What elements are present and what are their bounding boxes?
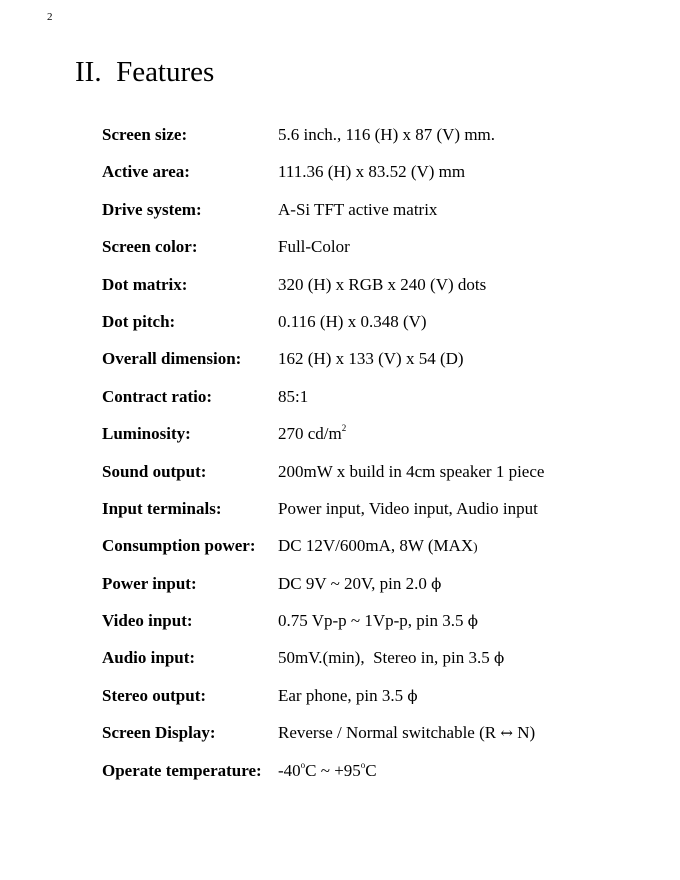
feature-spec-list bbox=[102, 122, 662, 795]
spec-value bbox=[278, 645, 504, 671]
spec-value: 0.116 (H) x 0.348 (V) bbox=[278, 311, 427, 331]
spec-label: Contract ratio: bbox=[102, 386, 212, 406]
spec-value-text: DC 12V/600mA, 8W (MAX bbox=[278, 536, 474, 556]
spec-row-screen-color bbox=[102, 234, 662, 271]
spec-row-sound-output bbox=[102, 459, 662, 496]
spec-row-contrast-ratio bbox=[102, 384, 662, 421]
spec-row-input-terminals bbox=[102, 496, 662, 533]
spec-value: 85:1 bbox=[278, 386, 309, 406]
spec-value-tail: N) bbox=[512, 723, 536, 743]
spec-value: 200mW x build in 4cm speaker 1 piece bbox=[278, 461, 545, 481]
spec-value-text: C bbox=[365, 760, 377, 780]
spec-row-operate-temperature bbox=[102, 758, 662, 795]
spec-label: Dot pitch: bbox=[102, 311, 176, 331]
spec-value bbox=[278, 571, 441, 597]
spec-label: Overall dimension: bbox=[102, 349, 242, 369]
spec-value bbox=[278, 421, 346, 447]
spec-label: Active area: bbox=[102, 162, 190, 182]
phi-symbol: ϕ bbox=[431, 574, 442, 593]
spec-row-screen-display bbox=[102, 720, 662, 757]
spec-label: Drive system: bbox=[102, 199, 202, 219]
page-number: 2 bbox=[47, 11, 53, 23]
spec-label: Power input: bbox=[102, 573, 197, 593]
spec-label: Screen Display: bbox=[102, 723, 216, 743]
spec-row-audio-input bbox=[102, 645, 662, 682]
spec-label: Audio input: bbox=[102, 648, 196, 668]
spec-row-drive-system bbox=[102, 197, 662, 234]
spec-value: A-Si TFT active matrix bbox=[278, 199, 438, 219]
degree-superscript: o bbox=[360, 759, 366, 770]
superscript: 2 bbox=[341, 423, 347, 434]
spec-value-tail: ) bbox=[473, 539, 478, 555]
section-title: II. Features bbox=[75, 56, 215, 88]
spec-row-luminosity bbox=[102, 421, 662, 458]
spec-row-dot-pitch bbox=[102, 309, 662, 346]
spec-label: Operate temperature: bbox=[102, 760, 262, 780]
spec-label: Dot matrix: bbox=[102, 274, 188, 294]
spec-label: Screen color: bbox=[102, 237, 198, 257]
spec-value bbox=[278, 758, 377, 784]
spec-label: Screen size: bbox=[102, 125, 188, 144]
spec-value-text: C ~ +95 bbox=[305, 760, 361, 780]
spec-value: 320 (H) x RGB x 240 (V) dots bbox=[278, 274, 487, 294]
left-right-arrow-icon: ↔ bbox=[500, 724, 513, 743]
spec-value-text: -40 bbox=[278, 760, 301, 780]
phi-symbol: ϕ bbox=[407, 686, 418, 705]
spec-value: Power input, Video input, Audio input bbox=[278, 498, 538, 518]
spec-value: 111.36 (H) x 83.52 (V) mm bbox=[278, 162, 466, 182]
spec-value-text: Reverse / Normal switchable (R bbox=[278, 723, 501, 743]
degree-superscript: o bbox=[300, 759, 306, 770]
spec-label: Sound output: bbox=[102, 461, 207, 481]
spec-label: Input terminals: bbox=[102, 498, 222, 518]
phi-symbol: ϕ bbox=[467, 612, 478, 631]
spec-value-text: 0.75 Vp-p ~ 1Vp-p, pin 3.5 bbox=[278, 611, 468, 631]
spec-value: Full-Color bbox=[278, 237, 350, 257]
spec-value bbox=[278, 683, 418, 709]
phi-symbol: ϕ bbox=[493, 649, 505, 668]
spec-label: Luminosity: bbox=[102, 424, 191, 444]
spec-value: 5.6 inch., 116 (H) x 87 (V) mm. bbox=[278, 125, 496, 144]
spec-value bbox=[278, 720, 535, 746]
spec-label: Video input: bbox=[102, 611, 193, 631]
spec-value-text: 50mV.(min), Stereo in, pin 3.5 bbox=[278, 648, 494, 668]
spec-row-power-input bbox=[102, 571, 662, 608]
spec-row-screen-size bbox=[102, 122, 662, 159]
spec-value-text: 270 cd/m bbox=[278, 424, 342, 444]
spec-label: Consumption power: bbox=[102, 536, 256, 556]
spec-label: Stereo output: bbox=[102, 685, 207, 705]
spec-value: 162 (H) x 133 (V) x 54 (D) bbox=[278, 349, 464, 369]
spec-row-consumption-power bbox=[102, 533, 662, 570]
spec-value bbox=[278, 608, 478, 634]
spec-value-text: Ear phone, pin 3.5 bbox=[278, 685, 408, 705]
spec-row-overall-dimension bbox=[102, 346, 662, 383]
spec-value-text: DC 9V ~ 20V, pin 2.0 bbox=[278, 573, 432, 593]
spec-row-stereo-output bbox=[102, 683, 662, 720]
spec-row-video-input bbox=[102, 608, 662, 645]
spec-value bbox=[278, 533, 478, 560]
spec-row-active-area bbox=[102, 159, 662, 196]
spec-row-dot-matrix bbox=[102, 272, 662, 309]
